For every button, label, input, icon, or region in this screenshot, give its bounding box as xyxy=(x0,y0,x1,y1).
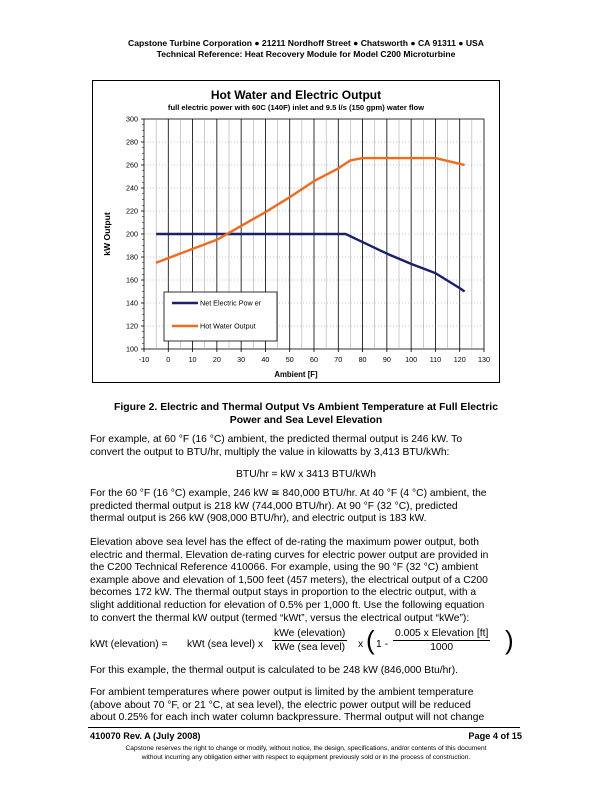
x-tick-label: 0 xyxy=(166,355,171,364)
page-number: Page 4 of 15 xyxy=(468,731,522,741)
y-tick-label: 220 xyxy=(126,206,138,216)
y-tick-label: 180 xyxy=(126,252,138,262)
header-address: Capstone Turbine Corporation ● 21211 Nordhoff Street ● Chatsworth ● CA 91311 ● USA xyxy=(128,38,484,48)
paragraph-3 xyxy=(90,537,530,625)
p3-line: the C200 Technical Reference 410066. For example, using the 90 °F (32 °C) ambient xyxy=(90,562,479,574)
legend-label: Hot Water Output xyxy=(200,321,256,331)
p3-line: slight additional reduction for elevation of 0.5% per 1,000 ft. Use the following equation xyxy=(90,599,485,611)
p3-line: Elevation above sea level has the effect of de-rating the maximum power output, both xyxy=(90,537,480,548)
chart-title: Hot Water and Electric Output xyxy=(210,88,382,102)
fraction-1-denominator: kWe (sea level) xyxy=(274,642,346,653)
header-title: Technical Reference: Heat Recovery Module for Model C200 Microturbine xyxy=(156,49,456,59)
equation-lhs: kWt (elevation) = xyxy=(90,639,168,650)
p5-line: For ambient temperatures where power output is limited by the ambient temperature xyxy=(90,687,474,698)
conversion-formula: BTU/hr = kW x 3413 BTU/kWh xyxy=(236,469,376,480)
y-tick-label: 160 xyxy=(126,275,138,285)
x-tick-label: 50 xyxy=(285,355,294,364)
fraction-2-denominator: 1000 xyxy=(430,642,454,653)
x-tick-label: 90 xyxy=(382,355,391,364)
chart-subtitle: full electric power with 60C (140F) inlet and 9.5 l/s (150 gpm) water flow xyxy=(167,103,425,112)
equation-fraction-1 xyxy=(272,628,347,653)
paragraph-4 xyxy=(90,665,530,678)
right-paren-glyph: ) xyxy=(505,625,514,655)
series-line-net-electric-power xyxy=(156,234,465,292)
y-tick-label: 280 xyxy=(126,137,138,147)
x-axis-label: Ambient [F] xyxy=(274,370,318,379)
series-line-hot-water-output xyxy=(156,158,465,263)
p3-line: example above and elevation of 1,500 feet (457 meters), the electrical output of a C200 xyxy=(90,574,488,586)
x-tick-label: 30 xyxy=(237,355,246,364)
document-id: 410070 Rev. A (July 2008) xyxy=(90,731,201,741)
paragraph-1 xyxy=(90,434,530,459)
p1-line: For example, at 60 °F (16 °C) ambient, the predicted thermal output is 246 kW. To xyxy=(90,434,463,445)
paragraph-2 xyxy=(90,488,530,526)
p4-line: For this example, the thermal output is calculated to be 248 kW (846,000 Btu/hr). xyxy=(90,665,459,676)
left-paren-glyph: ( xyxy=(366,625,375,655)
chart-frame xyxy=(92,80,500,383)
footer-disclaimer xyxy=(0,745,612,762)
paragraph-5 xyxy=(90,687,530,725)
p2-line: thermal output is 266 kW (908,000 BTU/hr), and electric output is 183 kW. xyxy=(90,513,427,525)
chart xyxy=(93,81,499,382)
x-tick-label: 80 xyxy=(358,355,367,364)
x-tick-label: 60 xyxy=(310,355,318,364)
equation-one-minus: 1 - xyxy=(376,639,389,650)
p1-line: convert the output to BTU/hr, multiply the value in kilowatts by 3,413 BTU/kWh: xyxy=(90,446,450,458)
fraction-1-numerator: kWe (elevation) xyxy=(274,628,346,639)
p3-line: becomes 172 kW. The thermal output stays in proportion to the electric output, with a xyxy=(90,587,477,599)
x-tick-label: -10 xyxy=(138,355,150,364)
y-tick-label: 260 xyxy=(126,160,138,170)
figure-caption-line2: Power and Sea Level Elevation xyxy=(229,415,383,426)
p2-line: predicted thermal output is 218 kW (744,000 BTU/hr). At 90 °F (32 °C), predicted xyxy=(90,500,458,512)
y-tick-label: 200 xyxy=(126,229,138,239)
x-tick-label: 100 xyxy=(405,355,418,364)
equation-fraction-2 xyxy=(393,628,490,653)
y-tick-label: 120 xyxy=(126,321,138,331)
x-tick-label: 20 xyxy=(212,355,221,364)
p2-line: For the 60 °F (16 °C) example, 246 kW ≅ 840,000 BTU/hr. At 40 °F (4 °C) ambient, the xyxy=(90,488,487,499)
disclaimer-line: without incurring any obligation either with respect to equipment previously sold or in the process of construction. xyxy=(141,753,471,761)
x-tick-label: 40 xyxy=(261,355,270,364)
y-tick-label: 100 xyxy=(126,344,138,354)
equation-rhs-term: kWt (sea level) x xyxy=(187,639,264,650)
y-tick-label: 140 xyxy=(126,298,138,308)
figure-caption-line1: Figure 2. Electric and Thermal Output Vs Ambient Temperature at Full Electric xyxy=(114,402,498,413)
p5-line: about 0.25% for each inch water column backpressure. Thermal output will not change xyxy=(90,712,485,724)
y-axis-label: kW Output xyxy=(102,212,112,256)
footer-divider xyxy=(88,727,520,728)
x-tick-label: 10 xyxy=(188,355,197,364)
y-tick-label: 300 xyxy=(126,114,138,124)
fraction-2-numerator: 0.005 x Elevation [ft] xyxy=(395,628,489,639)
p5-line: (above about 70 °F, or 21 °C, at sea level), the electric power output will be reduced xyxy=(90,699,471,711)
disclaimer-line: Capstone reserves the right to change or modify, without notice, the design, specifications, and/or contents of this document xyxy=(125,745,487,752)
legend-label: Net Electric Pow er xyxy=(200,298,262,308)
x-tick-label: 70 xyxy=(334,355,343,364)
x-tick-label: 120 xyxy=(453,355,466,364)
x-tick-label: 110 xyxy=(429,355,442,364)
p3-line: electric and thermal. Elevation de-rating curves for electric power output are provided in xyxy=(90,549,489,561)
x-tick-label: 130 xyxy=(478,355,490,364)
p3-line: to convert the thermal kW output (termed “kWt”, versus the electrical output “kWe”): xyxy=(90,612,470,624)
equation-multiply: x xyxy=(358,639,364,650)
y-tick-label: 240 xyxy=(126,183,138,193)
